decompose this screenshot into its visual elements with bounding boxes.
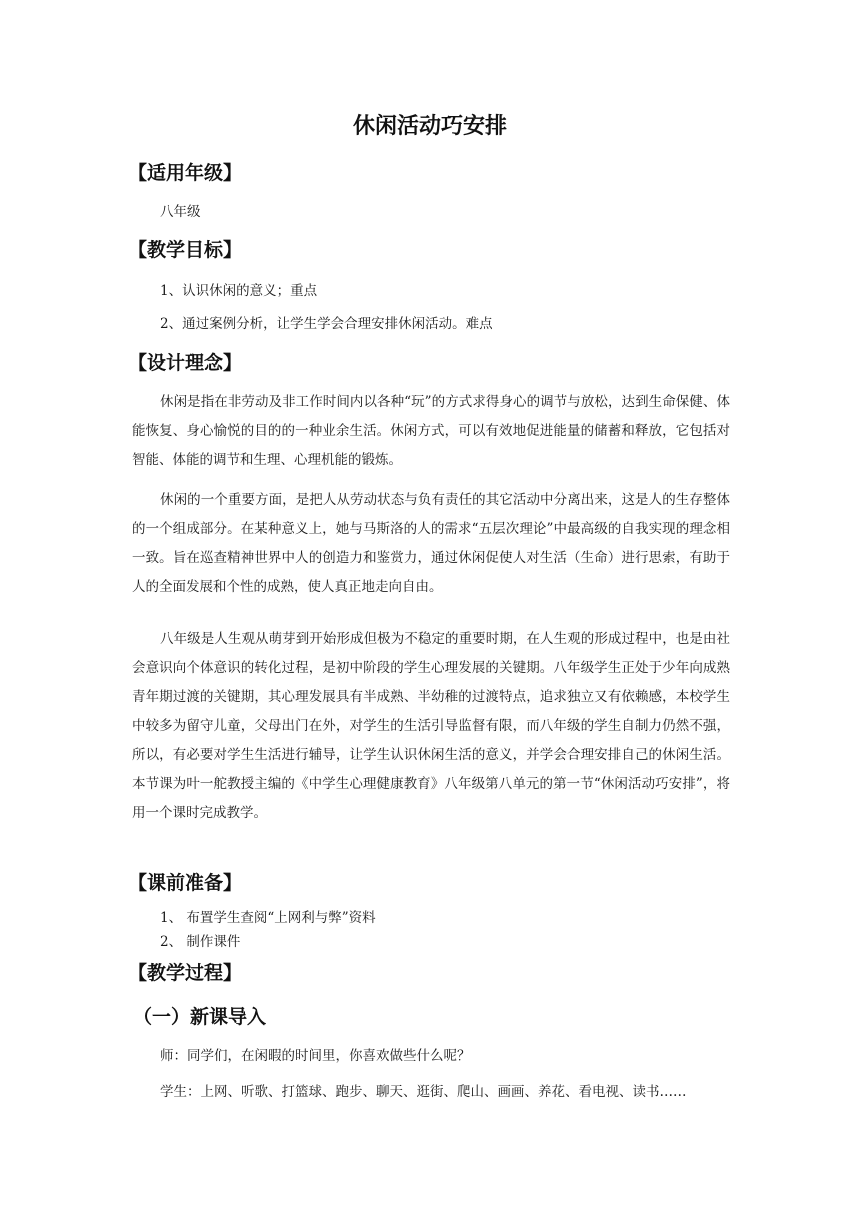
goal-item-1: 1、认识休闲的意义；重点 (160, 283, 318, 299)
dialogue-teacher: 师：同学们，在闲暇的时间里，你喜欢做些什么呢？ (160, 1048, 471, 1064)
goal-item-2: 2、通过案例分析，让学生学会合理安排休闲活动。难点 (160, 316, 493, 332)
grade-text: 八年级 (160, 204, 201, 220)
prep-list (160, 906, 376, 954)
concept-paragraph-2: 休闲的一个重要方面，是把人从劳动状态与负有责任的其它活动中分离出来，这是人的生存整体的一个组成部分。在某种意义上，她与马斯洛的人的需求“五层次理论”中最高级的自我实现的理念相一致。旨在巡查精神世界中人的创造力和鉴赏力，通过休闲促使人对生活（生命）进行思索，有助于人的全面发展和个性的成熟，使人真正地走向自由。 (132, 492, 730, 595)
document-title: 休闲活动巧安排 (352, 114, 507, 139)
concept-paragraph-1: 休闲是指在非劳动及非工作时间内以各种“玩”的方式求得身心的调节与放松，达到生命保健、体能恢复、身心愉悦的目的的一种业余生活。休闲方式，可以有效地促进能量的储蓄和释放，它包括对智能、体能的调节和生理、心理机能的锻炼。 (132, 394, 730, 468)
sub-heading-intro: （一）新课导入 (133, 1006, 267, 1028)
heading-process: 【教学过程】 (128, 962, 243, 984)
heading-goals: 【教学目标】 (128, 239, 243, 261)
prep-item-2: 2、 制作课件 (160, 934, 241, 950)
dialogue-student: 学生：上网、听歌、打篮球、跑步、聊天、逛街、爬山、画画、养花、看电视、读书…… (160, 1084, 687, 1100)
concept-paragraph-3: 八年级是人生观从萌芽到开始形成但极为不稳定的重要时期，在人生观的形成过程中，也是由社会意识向个体意识的转化过程，是初中阶段的学生心理发展的关键期。八年级学生正处于少年向成熟青年期过渡的关键期，其心理发展具有半成熟、半幼稚的过渡特点，追求独立又有依赖感，本校学生中较多为留守儿童，父母出门在外，对学生的生活引导监督有限，而八年级的学生自制力仍然不强，所以，有必要对学生生活进行辅导，让学生认识休闲生活的意义，并学会合理安排自己的休闲生活。本节课为叶一舵教授主编的《中学生心理健康教育》八年级第八单元的第一节“休闲活动巧安排”，将用一个课时完成教学。 (132, 631, 730, 821)
prep-item-1: 1、 布置学生查阅“上网利与弊”资料 (160, 910, 376, 926)
heading-prep: 【课前准备】 (128, 872, 243, 894)
heading-concept: 【设计理念】 (128, 352, 243, 374)
heading-grade: 【适用年级】 (128, 162, 243, 184)
